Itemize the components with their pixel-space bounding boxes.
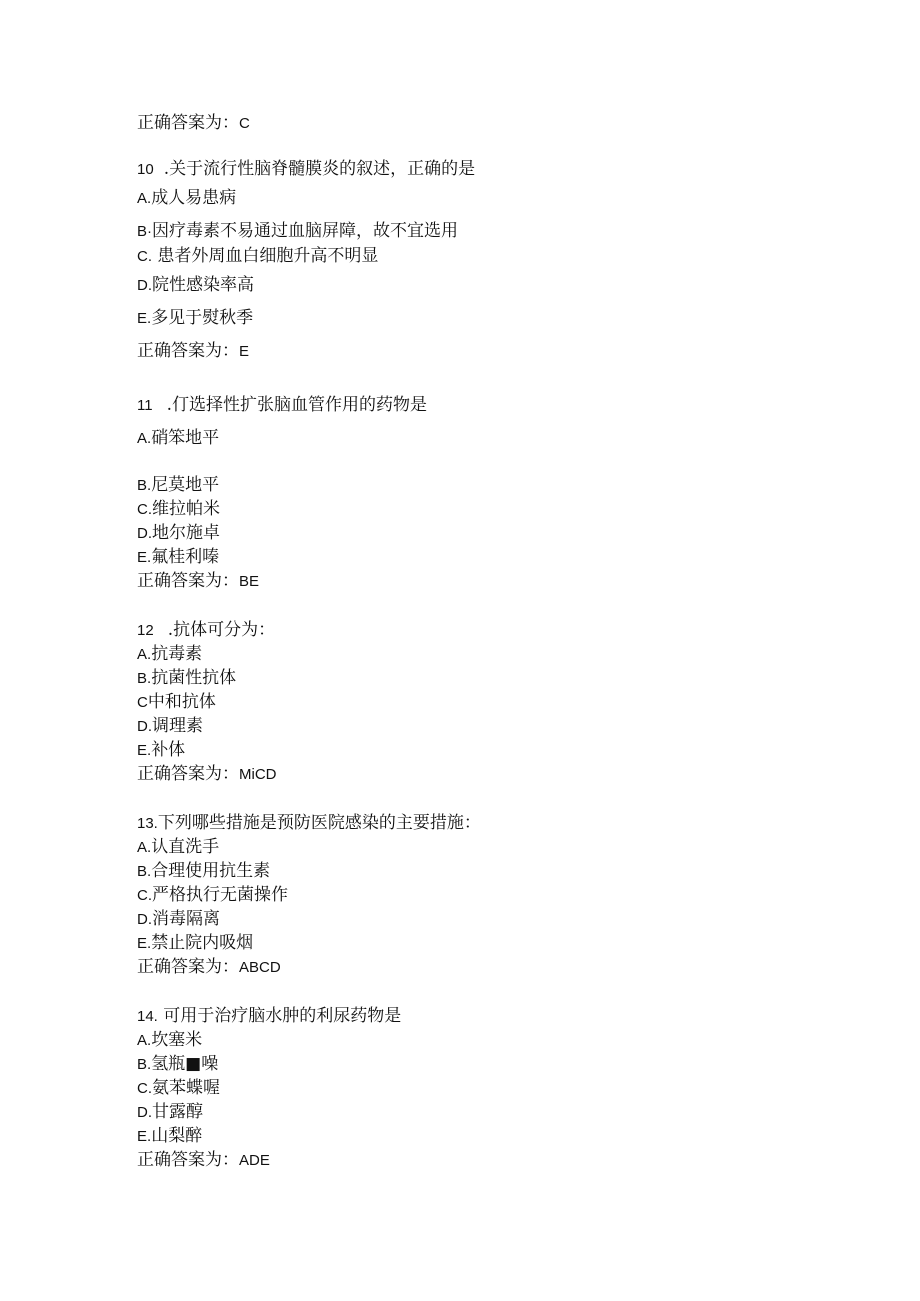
answer-value: E: [239, 343, 250, 360]
answer-line-q12: [137, 763, 277, 786]
option-text: 院性感染率高: [152, 275, 254, 295]
option-letter: D.: [137, 525, 152, 542]
option-letter: A.: [137, 839, 152, 856]
question-10-title: [137, 158, 475, 181]
question-14-title: [137, 1005, 401, 1028]
question-number: 13.: [137, 815, 158, 832]
option-text: 氨苯蝶喔: [152, 1078, 220, 1098]
option-letter: B.: [137, 1056, 152, 1073]
option-text: 甘露醇: [152, 1102, 203, 1122]
answer-prefix: 正确答案为：: [137, 113, 239, 133]
question-14-option-c: [137, 1077, 220, 1100]
answer-value: MiCD: [239, 766, 277, 783]
option-letter: B·: [137, 223, 152, 240]
option-text: 调理素: [152, 716, 203, 736]
option-text: 尼莫地平: [151, 475, 220, 495]
option-letter: A.: [137, 190, 152, 207]
question-10-option-e: [137, 307, 253, 330]
answer-value: BE: [239, 573, 260, 590]
question-12-option-e: [137, 739, 185, 762]
option-letter: D.: [137, 718, 152, 735]
question-14-option-b: [137, 1053, 218, 1076]
option-letter: E.: [137, 935, 152, 952]
option-letter: E.: [137, 549, 152, 566]
question-13-title: [137, 812, 481, 835]
answer-value: ABCD: [239, 959, 281, 976]
question-13-option-b: [137, 860, 270, 883]
question-12-option-b: [137, 667, 236, 690]
option-letter: B.: [137, 863, 152, 880]
option-letter: E.: [137, 742, 152, 759]
option-letter: B.: [137, 670, 152, 687]
answer-line-q11: [137, 570, 259, 593]
question-text: .仃选择性扩张脑血管作用的药物是: [166, 395, 427, 415]
question-14-option-e: [137, 1125, 202, 1148]
option-text: 严格执行无菌操作: [152, 885, 288, 905]
question-text: 可用于治疗脑水肿的利尿药物是: [157, 1006, 402, 1026]
question-14-option-a: [137, 1029, 202, 1052]
question-12-title: [137, 619, 275, 642]
option-text: 合理使用抗生素: [151, 861, 271, 881]
option-text: 补体: [151, 740, 186, 760]
option-letter: A.: [137, 646, 152, 663]
question-number: 12: [137, 622, 154, 639]
option-letter: D.: [137, 277, 152, 294]
question-10-option-d: [137, 274, 254, 297]
question-number: 14.: [137, 1008, 158, 1025]
answer-line-q13: [137, 956, 281, 979]
question-13-option-d: [137, 908, 220, 931]
option-letter: C.: [137, 887, 152, 904]
option-text: 成人易患病: [151, 188, 237, 208]
option-text: 多见于熨秋季: [151, 308, 254, 328]
question-text: .关于流行性脑脊髓膜炎的叙述，正确的是: [163, 159, 476, 179]
option-letter: D.: [137, 1104, 152, 1121]
question-10-option-c: [137, 245, 378, 268]
question-text: .抗体可分为：: [167, 620, 276, 640]
question-13-option-c: [137, 884, 288, 907]
question-10-option-a: [137, 187, 236, 210]
answer-prefix: 正确答案为：: [137, 957, 239, 977]
answer-line-q14: [137, 1149, 270, 1172]
question-11-title: [137, 394, 427, 417]
answer-prefix: 正确答案为：: [137, 1150, 239, 1170]
option-letter: E.: [137, 310, 152, 327]
option-letter: A.: [137, 1032, 152, 1049]
option-letter: C: [137, 694, 148, 711]
question-11-option-a: [137, 427, 219, 450]
option-text: 坎塞米: [151, 1030, 203, 1050]
option-letter: E.: [137, 1128, 152, 1145]
option-letter: C.: [137, 501, 152, 518]
answer-value: ADE: [239, 1152, 270, 1169]
question-13-option-a: [137, 836, 219, 859]
question-10-option-b: [137, 220, 458, 243]
option-text: 维拉帕米: [152, 499, 220, 519]
option-text: 患者外周血白细胞升高不明显: [152, 246, 379, 266]
option-text: 中和抗体: [147, 692, 216, 712]
option-letter: C.: [137, 248, 152, 265]
question-11-option-b: [137, 474, 219, 497]
question-12-option-c: [137, 691, 216, 714]
question-11-option-d: [137, 522, 220, 545]
answer-line-q10: [137, 340, 249, 363]
question-13-option-e: [137, 932, 253, 955]
answer-prefix: 正确答案为：: [137, 341, 239, 361]
option-text: 地尔施卓: [152, 523, 220, 543]
answer-prefix: 正确答案为：: [137, 764, 239, 784]
option-text: 抗毒素: [151, 644, 203, 664]
question-11-option-e: [137, 546, 219, 569]
answer-prefix: 正确答案为：: [137, 571, 239, 591]
answer-value: C: [239, 115, 250, 132]
option-text: 山梨醉: [151, 1126, 203, 1146]
question-number: 11: [137, 397, 153, 414]
option-text: 抗菌性抗体: [151, 668, 237, 688]
option-text: 因疗毒素不易通过血脑屏障，故不宜选用: [152, 221, 458, 241]
question-12-option-a: [137, 643, 202, 666]
question-12-option-d: [137, 715, 203, 738]
option-text: 消毒隔离: [152, 909, 220, 929]
question-text: 下列哪些措施是预防医院感染的主要措施：: [157, 813, 481, 833]
option-text: 禁止院内吸烟: [151, 933, 254, 953]
option-letter: D.: [137, 911, 152, 928]
question-number: 10: [137, 161, 154, 178]
question-14-option-d: [137, 1101, 203, 1124]
answer-line-q9: [137, 112, 250, 135]
option-text: 硝笨地平: [151, 428, 220, 448]
option-text: 氢瓶■噪: [151, 1054, 219, 1074]
question-11-option-c: [137, 498, 220, 521]
option-letter: A.: [137, 430, 152, 447]
option-letter: B.: [137, 477, 152, 494]
option-text: 氟桂利嗪: [151, 547, 220, 567]
option-text: 认直洗手: [151, 837, 220, 857]
option-letter: C.: [137, 1080, 152, 1097]
